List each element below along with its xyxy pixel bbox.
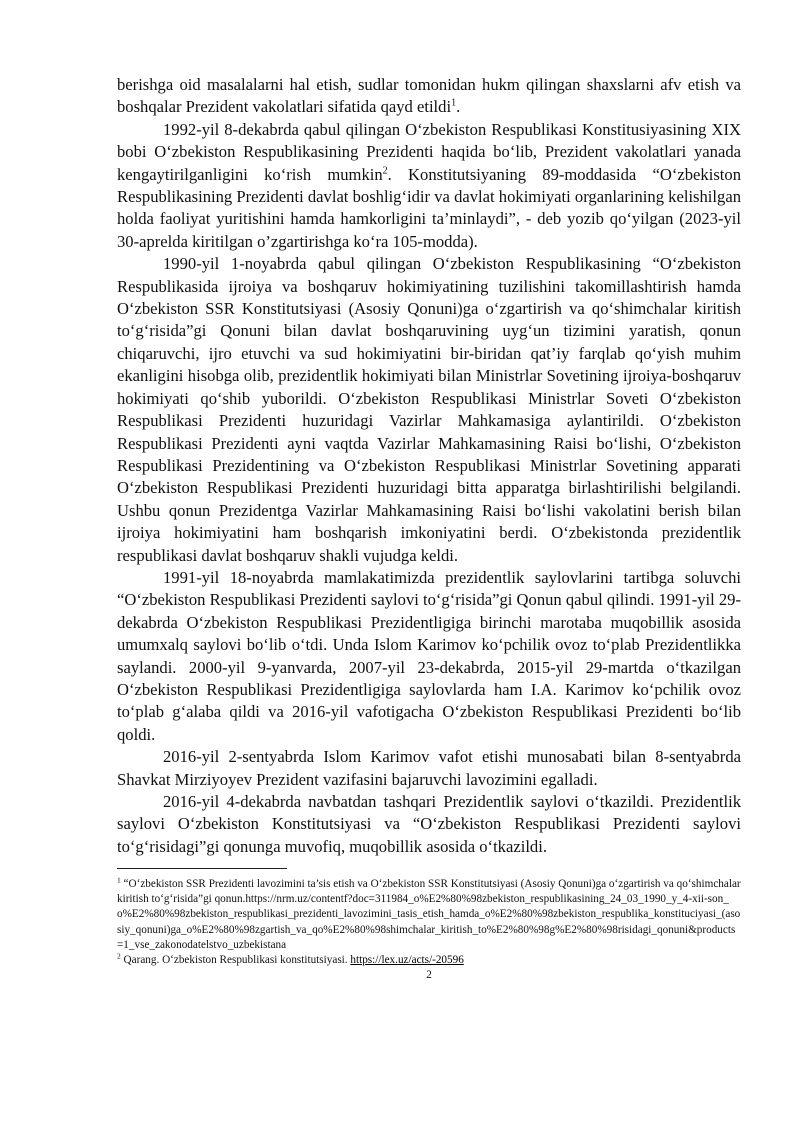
paragraph-6: 2016-yil 4-dekabrda navbatdan tashqari Prezidentlik saylovi o‘tkazildi. Prezidentlik saylovi O‘zbekiston Konstitutsiyasi va “O‘zbekiston Respublikasi Prezidenti saylovi to‘g‘risidagi”gi qonunga muvofiq, muqobillik asosida o‘tkazildi. xyxy=(117,792,741,856)
footnote-1-number: 1 xyxy=(117,875,121,885)
paragraph-5: 2016-yil 2-sentyabrda Islom Karimov vafot etishi munosabati bilan 8-sentyabrda Shavkat Mirziyoyev Prezident vazifasini bajaruvchi lavozimini egalladi. xyxy=(117,747,741,789)
paragraph-3: 1990-yil 1-noyabrda qabul qilingan O‘zbekiston Respublikasining “O‘zbekiston Respublikasida ijroiya va boshqaruv hokimiyatining tuzilishini takomillashtirish hamda O‘zbekiston SSR Konstitutsiyasi (Asosiy Qonuni)ga o‘zgartirish va qo‘shimchalar kiritish to‘g‘risida”gi Qonuni bilan davlat boshqaruvining uyg‘un tizimini yaratish, qonun chiqaruvchi, ijro etuvchi va sud hokimiyatini bir-biridan qat’iy farqlab qo‘yish muhim ekanligini hisobga olib, prezidentlik hokimiyati bilan Ministrlar Sovetining ijroiya-boshqaruv hokimiyati qo‘shib yuborildi. O‘zbekiston Respublikasi Ministrlar Soveti O‘zbekiston Respublikasi Prezidenti huzuridagi Vazirlar Mahkamasiga aylantirildi. O‘zbekiston Respublikasi Prezidenti ayni vaqtda Vazirlar Mahkamasining Raisi bo‘lishi, O‘zbekiston Respublikasi Prezidentining va O‘zbekiston Respublikasi Ministrlar Sovetining apparati O‘zbekiston Respublikasi Prezidenti huzuridagi bitta apparatga birlashtirilishi belgilandi. Ushbu qonun Prezidentga Vazirlar Mahkamasining Raisi bo‘lishi vakolatini berish bilan ijroiya hokimiyatini ham boshqarish imkoniyatini berdi. O‘zbekistonda prezidentlik respublikasi davlat boshqaruv shakli vujudga keldi. xyxy=(117,254,741,565)
footnote-1 xyxy=(117,877,741,952)
paragraph-2 xyxy=(117,119,741,253)
footnote-1-text: “O‘zbekiston SSR Prezidenti lavozimini ta’sis etish va O‘zbekiston SSR Konstitutsiyasi (Asosiy Qonuni)ga o‘zgartirish va qo‘shimchalar kiritish to‘g‘risida”gi qonun.https://nrm.uz/contentf?doc=311984_o%E2%80%98zbekiston_respublikasining_24_03_1990_y_4-xii-son_o%E2%80%98zbekiston_respublikasi_prezidenti_lavozimini_tasis_etish_hamda_o%E2%80%98zbekiston_respublika_konstituciyasi_(asosiy_qonuni)ga_o%E2%80%98zgartish_va_qo%E2%80%98shimchalar_kiritish_to%E2%80%98g%E2%80%98risidagi_qonuni&products=1_vse_zakonodatelstvo_uzbekistana xyxy=(117,878,741,951)
paragraph-1 xyxy=(117,74,741,119)
paragraph-1-text: berishga oid masalalarni hal etish, sudlar tomonidan hukm qilingan shaxslarni afv etish va boshqalar Prezident vakolatlari sifatida qayd etildi xyxy=(117,75,741,117)
body-text xyxy=(117,74,741,858)
paragraph-2-tail: . Konstitutsiyaning 89-moddasida “O‘zbekiston Respublikasining Prezidenti davlat boshlig‘idir va davlat hokimiyati organlarining kelishilgan holda faoliyat yuritishini hamda hamkorligini ta’minlaydi”, - deb yozib qo‘yilgan (2023-yil 30-aprelda kiritilgan o’zgartirishga ko‘ra 105-modda). xyxy=(117,164,741,251)
footnote-ref-2[interactable]: 2 xyxy=(382,165,388,177)
document-page xyxy=(117,74,741,982)
footnote-ref-1[interactable]: 1 xyxy=(451,97,457,109)
paragraph-1-tail: . xyxy=(456,97,461,117)
footnote-2-number: 2 xyxy=(117,950,121,960)
paragraph-4: 1991-yil 18-noyabrda mamlakatimizda prezidentlik saylovlarini tartibga soluvchi “O‘zbekiston Respublikasi Prezidenti saylovi to‘g‘risida”gi Qonun qabul qilindi. 1991-yil 29-dekabrda O‘zbekiston Respublikasi Prezidentligiga birinchi marotaba muqobillik asosida umumxalq saylovi bo‘lib o‘tdi. Unda Islom Karimov ko‘pchilik ovoz to‘plab Prezidentlikka saylandi. 2000-yil 9-yanvarda, 2007-yil 23-dekabrda, 2015-yil 29-martda o‘tkazilgan O‘zbekiston Respublikasi Prezidentligiga saylovlarda ham I.A. Karimov ko‘pchilik ovoz to‘plab g‘alaba qildi va 2016-yil vafotigacha O‘zbekiston Respublikasi Prezidenti bo‘lib qoldi. xyxy=(117,567,742,744)
paragraph-2-text: 1992-yil 8-dekabrda qabul qilingan O‘zbekiston Respublikasi Konstitusiyasining XIX bobi O‘zbekiston Respublikasining Prezidenti haqida bo‘lib, Prezident vakolatlari yanada kengaytirilganligini ko‘rish mumkin xyxy=(117,119,741,184)
footnote-2-link[interactable]: https://lex.uz/acts/-20596 xyxy=(350,953,464,966)
footnote-2 xyxy=(117,950,741,968)
footnote-divider xyxy=(117,868,287,869)
footnotes xyxy=(117,877,741,968)
footnote-2-text: Qarang. O‘zbekiston Respublikasi konstitutsiyasi. xyxy=(120,953,351,966)
page-number: 2 xyxy=(426,968,432,981)
